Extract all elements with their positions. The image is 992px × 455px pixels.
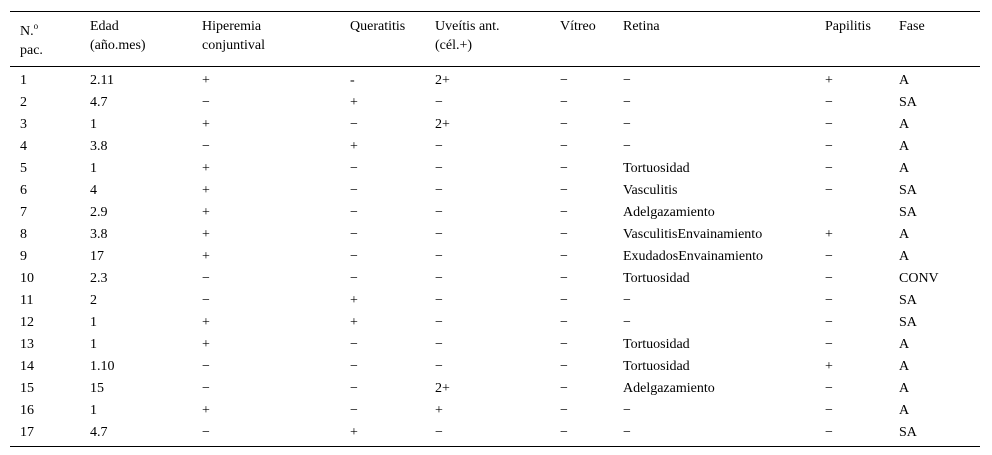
cell-keratitis: − — [350, 183, 358, 198]
cell-age: 1 — [90, 161, 97, 176]
cell-conjunctival-hyperemia: + — [202, 117, 210, 132]
cell-conjunctival-hyperemia: + — [202, 73, 210, 88]
cell-papillitis: − — [825, 315, 833, 330]
table-row — [10, 136, 980, 158]
cell-retina: − — [623, 315, 631, 330]
cell-vitreous: − — [560, 73, 568, 88]
cell-anterior-uveitis: − — [435, 315, 443, 330]
clinical-findings-table — [10, 11, 980, 447]
cell-conjunctival-hyperemia: − — [202, 381, 210, 396]
cell-phase: A — [899, 73, 910, 88]
cell-patient-number: 16 — [20, 403, 34, 418]
table-row — [10, 92, 980, 114]
cell-conjunctival-hyperemia: − — [202, 359, 210, 374]
cell-patient-number: 15 — [20, 381, 34, 396]
cell-vitreous: − — [560, 183, 568, 198]
cell-vitreous: − — [560, 139, 568, 154]
cell-conjunctival-hyperemia: − — [202, 425, 210, 440]
cell-retina: Tortuosidad — [623, 271, 690, 286]
cell-conjunctival-hyperemia: − — [202, 139, 210, 154]
cell-phase: A — [899, 381, 910, 396]
cell-vitreous: − — [560, 337, 568, 352]
header-age: Edad (año.mes) — [90, 19, 146, 53]
header-anterior-uveitis: Uveítis ant. (cél.+) — [435, 19, 500, 53]
cell-papillitis: − — [825, 425, 833, 440]
cell-phase: A — [899, 139, 910, 154]
cell-retina: Tortuosidad — [623, 359, 690, 374]
cell-papillitis: − — [825, 293, 833, 308]
cell-keratitis: − — [350, 403, 358, 418]
cell-papillitis: − — [825, 271, 833, 286]
cell-age: 4 — [90, 183, 97, 198]
cell-age: 1 — [90, 315, 97, 330]
cell-vitreous: − — [560, 271, 568, 286]
cell-patient-number: 5 — [20, 161, 27, 176]
cell-conjunctival-hyperemia: + — [202, 249, 210, 264]
cell-phase: A — [899, 403, 910, 418]
header-retina: Retina — [623, 19, 660, 34]
cell-patient-number: 11 — [20, 293, 34, 308]
header-phase: Fase — [899, 19, 925, 34]
cell-patient-number: 14 — [20, 359, 34, 374]
cell-patient-number: 17 — [20, 425, 34, 440]
table-row — [10, 378, 980, 400]
header-vitreous: Vítreo — [560, 19, 596, 34]
cell-anterior-uveitis: 2+ — [435, 381, 450, 396]
cell-age: 1 — [90, 403, 97, 418]
cell-papillitis: − — [825, 95, 833, 110]
cell-conjunctival-hyperemia: + — [202, 227, 210, 242]
cell-retina: − — [623, 293, 631, 308]
cell-phase: SA — [899, 95, 917, 110]
cell-age: 1.10 — [90, 359, 115, 374]
cell-phase: CONV — [899, 271, 939, 286]
cell-patient-number: 10 — [20, 271, 34, 286]
cell-keratitis: − — [350, 117, 358, 132]
cell-patient-number: 12 — [20, 315, 34, 330]
cell-keratitis: - — [350, 73, 355, 88]
cell-age: 3.8 — [90, 139, 108, 154]
cell-retina: Adelgazamiento — [623, 205, 715, 220]
cell-patient-number: 2 — [20, 95, 27, 110]
cell-conjunctival-hyperemia: + — [202, 161, 210, 176]
table-row — [10, 158, 980, 180]
cell-patient-number: 9 — [20, 249, 27, 264]
cell-retina: Adelgazamiento — [623, 381, 715, 396]
table-row — [10, 224, 980, 246]
cell-papillitis: − — [825, 337, 833, 352]
cell-keratitis: − — [350, 227, 358, 242]
cell-anterior-uveitis: − — [435, 205, 443, 220]
clinical-findings-table-container — [10, 11, 980, 447]
cell-patient-number: 6 — [20, 183, 27, 198]
cell-papillitis: − — [825, 381, 833, 396]
cell-phase: SA — [899, 293, 917, 308]
cell-age: 1 — [90, 117, 97, 132]
cell-vitreous: − — [560, 315, 568, 330]
cell-age: 2.9 — [90, 205, 108, 220]
cell-retina: Tortuosidad — [623, 161, 690, 176]
cell-patient-number: 4 — [20, 139, 27, 154]
cell-vitreous: − — [560, 425, 568, 440]
table-row — [10, 202, 980, 224]
cell-conjunctival-hyperemia: − — [202, 293, 210, 308]
cell-vitreous: − — [560, 403, 568, 418]
cell-retina: − — [623, 139, 631, 154]
cell-retina: Vasculitis — [623, 183, 678, 198]
table-row — [10, 356, 980, 378]
cell-papillitis: − — [825, 403, 833, 418]
cell-anterior-uveitis: − — [435, 293, 443, 308]
cell-conjunctival-hyperemia: + — [202, 205, 210, 220]
cell-keratitis: − — [350, 161, 358, 176]
cell-phase: SA — [899, 183, 917, 198]
table-row — [10, 422, 980, 447]
cell-retina: − — [623, 117, 631, 132]
cell-phase: SA — [899, 425, 917, 440]
cell-retina: VasculitisEnvainamiento — [623, 227, 763, 242]
cell-age: 2.3 — [90, 271, 108, 286]
cell-papillitis: + — [825, 73, 833, 88]
cell-anterior-uveitis: − — [435, 95, 443, 110]
table-row — [10, 114, 980, 136]
table-row — [10, 290, 980, 312]
cell-patient-number: 3 — [20, 117, 27, 132]
cell-phase: A — [899, 161, 910, 176]
cell-conjunctival-hyperemia: + — [202, 183, 210, 198]
cell-anterior-uveitis: − — [435, 359, 443, 374]
header-patient-number: N.$^o$ pac. — [20, 21, 43, 58]
cell-anterior-uveitis: − — [435, 249, 443, 264]
cell-conjunctival-hyperemia: − — [202, 95, 210, 110]
cell-phase: SA — [899, 205, 917, 220]
cell-anterior-uveitis: − — [435, 337, 443, 352]
cell-keratitis: − — [350, 337, 358, 352]
cell-conjunctival-hyperemia: + — [202, 337, 210, 352]
table-row — [10, 400, 980, 422]
cell-vitreous: − — [560, 117, 568, 132]
cell-phase: A — [899, 337, 910, 352]
header-keratitis: Queratitis — [350, 19, 406, 34]
cell-age: 4.7 — [90, 425, 108, 440]
table-row — [10, 67, 980, 93]
cell-anterior-uveitis: − — [435, 161, 443, 176]
cell-vitreous: − — [560, 293, 568, 308]
cell-age: 15 — [90, 381, 104, 396]
cell-anterior-uveitis: − — [435, 425, 443, 440]
cell-anterior-uveitis: 2+ — [435, 117, 450, 132]
cell-papillitis: − — [825, 139, 833, 154]
cell-keratitis: + — [350, 293, 358, 308]
header-conjunctival-hyperemia: Hiperemia conjuntival — [202, 19, 265, 53]
cell-age: 2 — [90, 293, 97, 308]
cell-retina: − — [623, 425, 631, 440]
cell-retina: − — [623, 95, 631, 110]
cell-keratitis: + — [350, 139, 358, 154]
cell-vitreous: − — [560, 249, 568, 264]
cell-keratitis: + — [350, 95, 358, 110]
cell-phase: A — [899, 249, 910, 264]
cell-patient-number: 1 — [20, 73, 27, 88]
cell-keratitis: + — [350, 425, 358, 440]
cell-anterior-uveitis: − — [435, 271, 443, 286]
cell-anterior-uveitis: − — [435, 139, 443, 154]
cell-retina: Tortuosidad — [623, 337, 690, 352]
cell-retina: ExudadosEnvainamiento — [623, 249, 763, 264]
cell-vitreous: − — [560, 95, 568, 110]
cell-vitreous: − — [560, 205, 568, 220]
cell-conjunctival-hyperemia: − — [202, 271, 210, 286]
cell-keratitis: + — [350, 315, 358, 330]
cell-patient-number: 8 — [20, 227, 27, 242]
cell-retina: − — [623, 403, 631, 418]
cell-keratitis: − — [350, 359, 358, 374]
cell-keratitis: − — [350, 381, 358, 396]
cell-vitreous: − — [560, 227, 568, 242]
cell-phase: A — [899, 117, 910, 132]
cell-papillitis: − — [825, 161, 833, 176]
cell-age: 17 — [90, 249, 104, 264]
cell-vitreous: − — [560, 161, 568, 176]
cell-keratitis: − — [350, 249, 358, 264]
cell-retina: − — [623, 73, 631, 88]
table-row — [10, 268, 980, 290]
cell-keratitis: − — [350, 205, 358, 220]
table-row — [10, 180, 980, 202]
cell-papillitis: − — [825, 183, 833, 198]
cell-phase: SA — [899, 315, 917, 330]
cell-phase: A — [899, 359, 910, 374]
cell-keratitis: − — [350, 271, 358, 286]
cell-papillitis: + — [825, 359, 833, 374]
cell-papillitis: + — [825, 227, 833, 242]
cell-age: 4.7 — [90, 95, 108, 110]
cell-anterior-uveitis: + — [435, 403, 443, 418]
table-row — [10, 246, 980, 268]
cell-papillitis: − — [825, 249, 833, 264]
cell-conjunctival-hyperemia: + — [202, 403, 210, 418]
table-header-row — [10, 12, 980, 67]
cell-papillitis — [815, 202, 889, 224]
cell-age: 3.8 — [90, 227, 108, 242]
cell-anterior-uveitis: 2+ — [435, 73, 450, 88]
cell-age: 2.11 — [90, 73, 114, 88]
cell-patient-number: 7 — [20, 205, 27, 220]
cell-papillitis: − — [825, 117, 833, 132]
cell-anterior-uveitis: − — [435, 183, 443, 198]
cell-patient-number: 13 — [20, 337, 34, 352]
cell-vitreous: − — [560, 381, 568, 396]
table-row — [10, 334, 980, 356]
header-papillitis: Papilitis — [825, 19, 871, 34]
cell-anterior-uveitis: − — [435, 227, 443, 242]
cell-vitreous: − — [560, 359, 568, 374]
cell-conjunctival-hyperemia: + — [202, 315, 210, 330]
table-body — [10, 67, 980, 447]
cell-phase: A — [899, 227, 910, 242]
cell-age: 1 — [90, 337, 97, 352]
table-row — [10, 312, 980, 334]
